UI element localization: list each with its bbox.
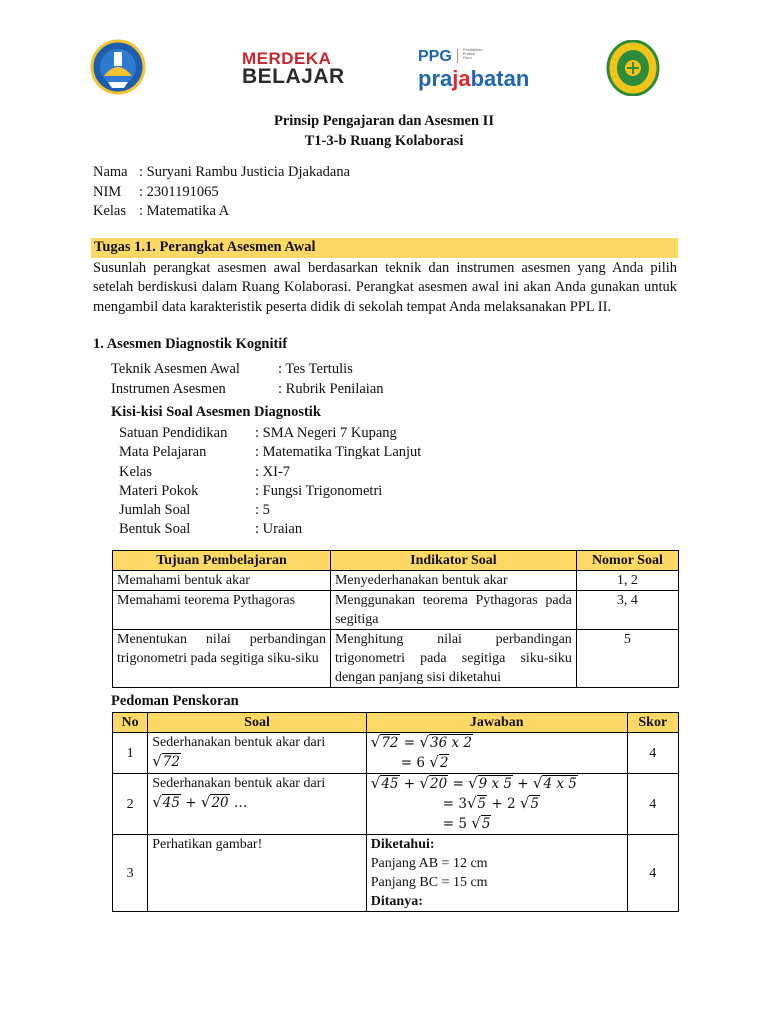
question-cell: Sederhanakan bentuk akar dari √72 xyxy=(148,733,367,774)
kisi-details xyxy=(119,424,421,540)
merdeka-text: MERDEKA xyxy=(242,49,332,68)
table-row: 2 Sederhanakan bentuk akar dari √45 + √20 … √45 + √20 = √9 x 5 + √4 x 5 = 3√5 + 2 √5 = 5 √5 4 xyxy=(113,774,679,835)
table-row: 3 Perhatikan gambar! Diketahui: Panjang AB = 12 cm Panjang BC = 15 cm Ditanya: 4 xyxy=(113,835,679,912)
identity-row-nim: NIM : 2301191065 xyxy=(93,183,219,200)
learning-objectives-table xyxy=(112,550,679,688)
merdeka-belajar-logo xyxy=(242,49,345,88)
table-row: Memahami bentuk akar Menyederhanakan bentuk akar 1, 2 xyxy=(113,571,679,591)
table-header-row xyxy=(113,713,679,733)
scoring-guide-table xyxy=(112,712,679,912)
answer-cell: √72 = √36 x 2 = 6 √2 xyxy=(366,733,627,774)
column-header: Jawaban xyxy=(366,713,627,733)
task-instructions: Susunlah perangkat asesmen awal berdasarkan teknik dan instrumen asesmen yang Anda pilih setelah berdiskusi dalam Ruang Kolaborasi. Perangkat asesmen awal ini akan Anda gunakan untuk mengambil data karakteristik peserta didik di sekolah tempat Anda melaksanakan PPL II. xyxy=(93,260,677,315)
answer-cell: √45 + √20 = √9 x 5 + √4 x 5 = 3√5 + 2 √5 = 5 √5 xyxy=(366,774,627,835)
kisi-row: Materi Pokok : Fungsi Trigonometri xyxy=(119,482,383,499)
column-header: Tujuan Pembelajaran xyxy=(113,551,331,571)
column-header: Soal xyxy=(148,713,367,733)
kisi-row: Satuan Pendidikan : SMA Negeri 7 Kupang xyxy=(119,425,397,441)
university-seal-icon xyxy=(606,40,660,96)
document-subtitle: T1-3-b Ruang Kolaborasi xyxy=(304,133,464,149)
table-row: Menentukan nilai perbandingan trigonometri pada segitiga siku-siku Menghitung nilai perbandingan trigonometri pada segitiga siku-siku dengan panjang sisi diketahui 5 xyxy=(113,630,679,688)
question-cell: Perhatikan gambar! xyxy=(148,835,367,912)
header-logos xyxy=(90,38,680,98)
column-header: Skor xyxy=(627,713,678,733)
task-heading: Tugas 1.1. Perangkat Asesmen Awal xyxy=(94,239,316,255)
assessment-technique-list: Teknik Asesmen Awal : Tes Tertulis Instrumen Asesmen : Rubrik Penilaian xyxy=(111,361,384,397)
kisi-heading: Kisi-kisi Soal Asesmen Diagnostik xyxy=(111,404,321,420)
table-row: 1 Sederhanakan bentuk akar dari √72 √72 = √36 x 2 = 6 √2 4 xyxy=(113,733,679,774)
kisi-row: Jumlah Soal : 5 xyxy=(119,502,270,519)
identity-row-kelas: Kelas : Matematika A xyxy=(93,203,230,219)
kisi-row: Kelas : XI-7 xyxy=(119,463,291,480)
ppg-prajabatan-logo xyxy=(418,48,528,90)
prajabatan-text: prajabatan xyxy=(418,66,530,91)
section-heading: 1. Asesmen Diagnostik Kognitif xyxy=(93,336,288,352)
ppg-subtitle: Pendidikan Profesi Guru xyxy=(462,47,483,60)
answer-cell: Diketahui: Panjang AB = 12 cm Panjang BC = 15 cm Ditanya: xyxy=(366,835,627,912)
scoring-guide-heading: Pedoman Penskoran xyxy=(111,693,239,709)
column-header: Indikator Soal xyxy=(330,551,576,571)
ppg-text: PPG xyxy=(418,48,452,65)
table-header-row xyxy=(113,551,679,571)
table-row: Memahami teorema Pythagoras Menggunakan teorema Pythagoras pada segitiga 3, 4 xyxy=(113,591,679,630)
column-header: Nomor Soal xyxy=(576,551,678,571)
kisi-row: Bentuk Soal : Uraian xyxy=(119,521,303,538)
task-heading-bar xyxy=(91,238,678,258)
belajar-text: BELAJAR xyxy=(242,65,345,88)
identity-row-nama: Nama : Suryani Rambu Justicia Djakadana xyxy=(93,164,351,180)
question-cell: Sederhanakan bentuk akar dari √45 + √20 … xyxy=(148,774,367,835)
kisi-row: Mata Pelajaran : Matematika Tingkat Lanjut xyxy=(119,444,422,461)
column-header: No xyxy=(113,713,148,733)
kemdikbud-logo-icon xyxy=(90,38,146,98)
student-identity xyxy=(93,163,350,222)
document-title: Prinsip Pengajaran dan Asesmen II xyxy=(274,113,494,129)
